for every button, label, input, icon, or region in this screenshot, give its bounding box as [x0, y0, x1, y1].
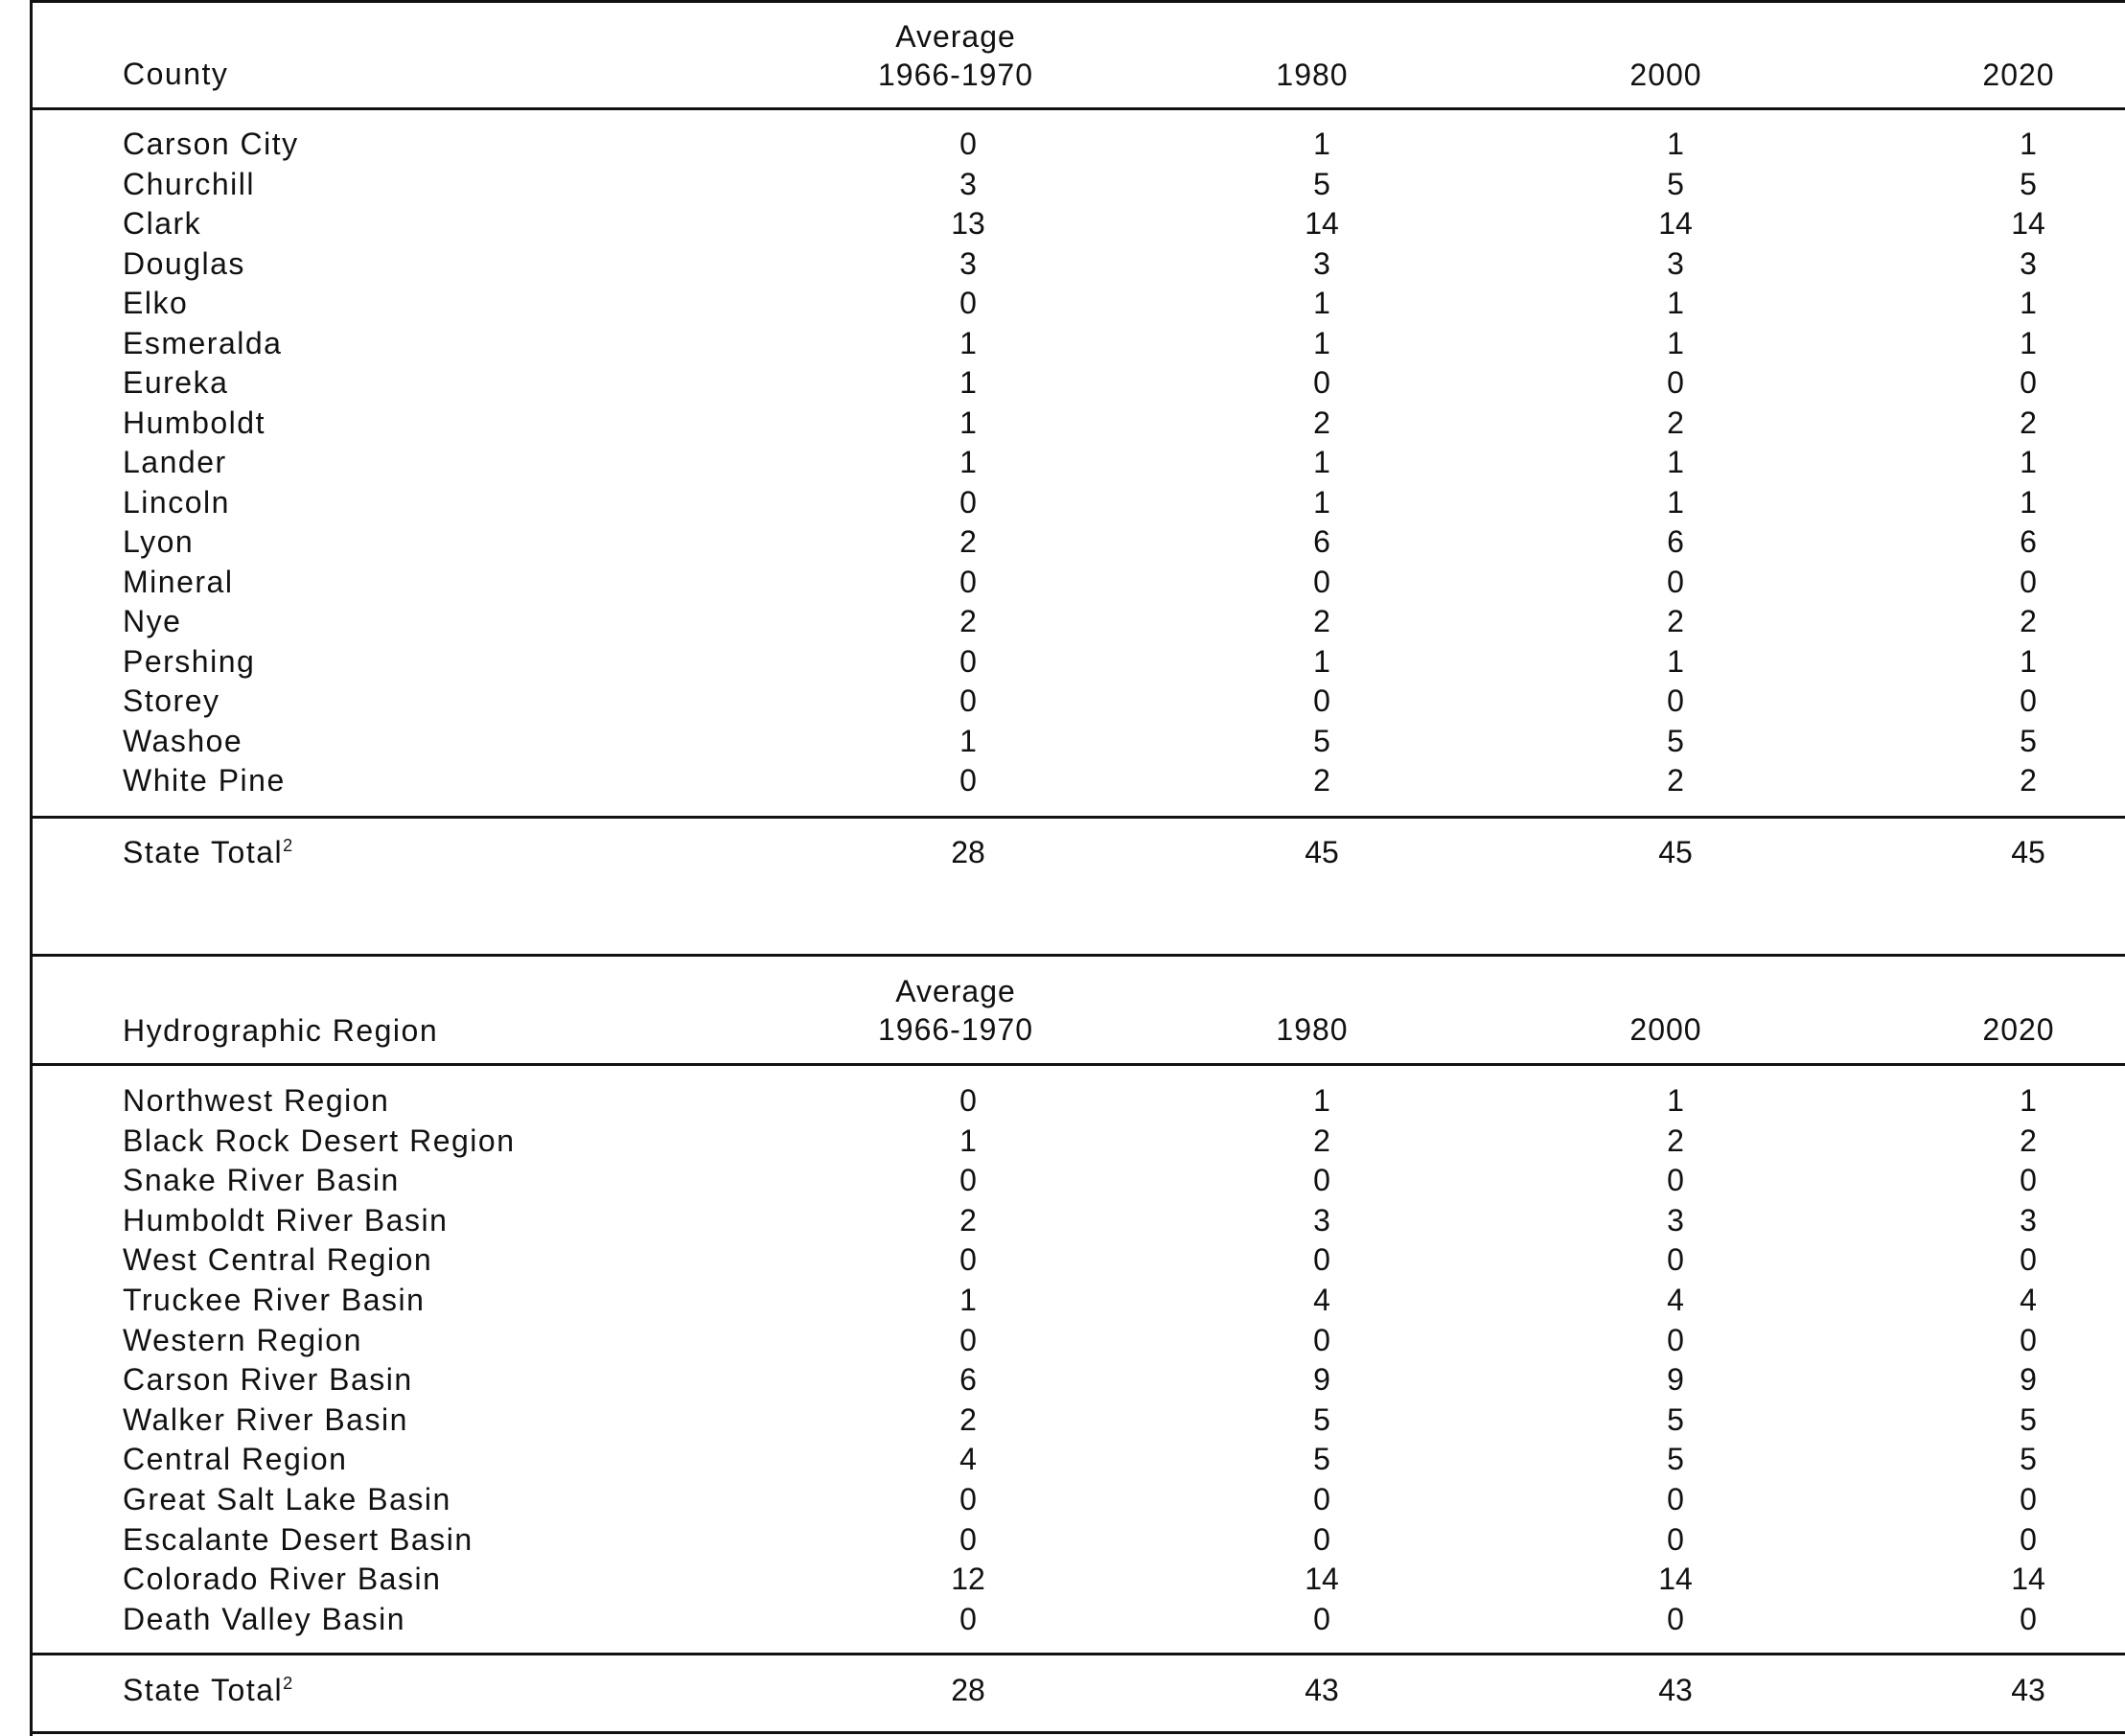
row-label: Great Salt Lake Basin	[123, 1482, 451, 1516]
county-row	[0, 485, 2125, 524]
value-1980: 2	[1313, 405, 1330, 440]
value-1980: 0	[1313, 1242, 1330, 1278]
row-label: Snake River Basin	[123, 1163, 400, 1198]
value-1980: 0	[1313, 683, 1330, 718]
value-2000: 0	[1667, 1521, 1684, 1557]
value-2000: 1	[1667, 286, 1684, 320]
value-2000: 0	[1667, 564, 1684, 599]
value-2020: 0	[2020, 564, 2037, 599]
value-average: 0	[959, 1482, 977, 1516]
value-1980: 3	[1313, 245, 1330, 281]
row-label: Mineral	[123, 564, 234, 599]
value-1980: 5	[1313, 1442, 1330, 1477]
state-total-text: State Total	[123, 835, 284, 869]
value-2000: 0	[1667, 1601, 1684, 1636]
county-row	[0, 524, 2125, 564]
county-row	[0, 724, 2125, 763]
row-label: Lyon	[123, 524, 195, 559]
county-row	[0, 286, 2125, 325]
value-2000: 1	[1667, 127, 1684, 161]
value-2000: 1	[1667, 325, 1684, 360]
row-label: Humboldt River Basin	[123, 1202, 449, 1238]
value-2000: 6	[1667, 524, 1684, 559]
county-row	[0, 365, 2125, 405]
value-1980: 2	[1313, 1123, 1330, 1158]
region-row	[0, 1323, 2125, 1362]
value-2020: 14	[2011, 206, 2045, 241]
region-row	[0, 1083, 2125, 1123]
value-2000: 2	[1667, 1123, 1684, 1158]
county-col-1980-header: 1980	[1276, 58, 1349, 92]
county-col-average-header	[831, 17, 1080, 94]
value-1980: 14	[1305, 206, 1339, 241]
footnote-marker: 2	[283, 1674, 294, 1693]
value-2000: 0	[1667, 683, 1684, 718]
value-1980: 14	[1305, 1562, 1339, 1597]
county-row	[0, 206, 2125, 245]
value-1980: 5	[1313, 166, 1330, 201]
state-total-text: State Total	[123, 1673, 284, 1707]
region-row	[0, 1242, 2125, 1282]
county-row	[0, 445, 2125, 484]
row-label: Clark	[123, 206, 202, 241]
value-2000: 3	[1667, 245, 1684, 281]
value-2000: 1	[1667, 643, 1684, 679]
county-row	[0, 127, 2125, 166]
region-row	[0, 1283, 2125, 1322]
county-table-top-rule	[30, 0, 2125, 3]
total-2020: 43	[2011, 1673, 2045, 1707]
row-label: Eureka	[123, 365, 229, 400]
value-2000: 1	[1667, 1083, 1684, 1118]
value-1980: 4	[1313, 1283, 1330, 1317]
value-average: 0	[959, 1242, 977, 1278]
row-label: Humboldt	[123, 405, 266, 440]
value-2000: 14	[1658, 1562, 1693, 1597]
value-1980: 0	[1313, 1521, 1330, 1557]
value-2020: 5	[2020, 1401, 2037, 1437]
value-2020: 2	[2020, 604, 2037, 638]
region-row	[0, 1482, 2125, 1521]
value-average: 0	[959, 1322, 977, 1357]
region-row	[0, 1163, 2125, 1202]
value-average: 0	[959, 643, 977, 679]
value-2020: 0	[2020, 1322, 2037, 1357]
row-label: Colorado River Basin	[123, 1562, 442, 1597]
value-2000: 2	[1667, 763, 1684, 798]
value-1980: 3	[1313, 1202, 1330, 1238]
county-header-rule	[30, 107, 2125, 110]
value-2000: 0	[1667, 1163, 1684, 1198]
region-col-1980-header: 1980	[1276, 1012, 1349, 1047]
value-2020: 1	[2020, 286, 2037, 320]
region-row	[0, 1442, 2125, 1481]
value-1980: 1	[1313, 325, 1330, 360]
header-period-line: 1966-1970	[877, 1012, 1034, 1047]
value-2000: 9	[1667, 1362, 1684, 1398]
value-average: 1	[959, 325, 977, 360]
region-total-rule	[30, 1653, 2125, 1655]
region-row	[0, 1203, 2125, 1242]
row-label: Truckee River Basin	[123, 1283, 426, 1317]
value-1980: 0	[1313, 564, 1330, 599]
region-col-2000-header: 2000	[1629, 1012, 1702, 1047]
region-header-rule	[30, 1063, 2125, 1066]
value-average: 0	[959, 1521, 977, 1557]
value-2020: 1	[2020, 484, 2037, 520]
value-2020: 0	[2020, 1601, 2037, 1636]
value-2000: 0	[1667, 1242, 1684, 1278]
value-average: 0	[959, 286, 977, 320]
value-average: 1	[959, 1283, 977, 1317]
row-label: Walker River Basin	[123, 1401, 408, 1437]
row-label: Nye	[123, 604, 182, 638]
county-row	[0, 683, 2125, 723]
county-state-total-row	[0, 835, 2125, 874]
value-1980: 0	[1313, 365, 1330, 400]
row-label: Esmeralda	[123, 325, 283, 360]
value-2020: 1	[2020, 325, 2037, 360]
total-2020: 45	[2011, 835, 2045, 869]
value-average: 0	[959, 127, 977, 161]
value-average: 0	[959, 564, 977, 599]
value-2020: 5	[2020, 1442, 2037, 1477]
value-average: 0	[959, 484, 977, 520]
value-2020: 1	[2020, 445, 2037, 479]
value-2000: 1	[1667, 484, 1684, 520]
value-1980: 2	[1313, 763, 1330, 798]
row-label: Central Region	[123, 1442, 348, 1477]
row-label: Lincoln	[123, 484, 230, 520]
value-average: 0	[959, 1083, 977, 1118]
value-average: 13	[951, 206, 985, 241]
value-2020: 2	[2020, 1123, 2037, 1158]
value-1980: 1	[1313, 1083, 1330, 1118]
footnote-marker: 2	[283, 836, 294, 855]
county-total-rule	[30, 816, 2125, 819]
value-2020: 0	[2020, 1521, 2037, 1557]
value-2020: 0	[2020, 365, 2037, 400]
value-1980: 1	[1313, 127, 1330, 161]
region-row	[0, 1522, 2125, 1562]
value-average: 1	[959, 365, 977, 400]
county-row	[0, 604, 2125, 643]
value-2020: 5	[2020, 723, 2037, 758]
county-row	[0, 644, 2125, 683]
value-2000: 14	[1658, 206, 1693, 241]
value-average: 1	[959, 723, 977, 758]
row-label: Storey	[123, 683, 220, 718]
county-row	[0, 565, 2125, 604]
row-label: Carson City	[123, 127, 299, 161]
region-row	[0, 1123, 2125, 1163]
total-1980: 45	[1305, 835, 1339, 869]
value-2020: 2	[2020, 763, 2037, 798]
value-1980: 5	[1313, 723, 1330, 758]
header-average-line: Average	[895, 974, 1016, 1008]
value-average: 1	[959, 405, 977, 440]
value-1980: 6	[1313, 524, 1330, 559]
header-period-line: 1966-1970	[877, 58, 1034, 92]
value-1980: 0	[1313, 1163, 1330, 1198]
value-average: 2	[959, 1401, 977, 1437]
total-average: 28	[951, 1673, 985, 1707]
county-col-2000-header: 2000	[1629, 58, 1702, 92]
county-column-header: County	[123, 57, 229, 91]
total-2000: 43	[1658, 1673, 1693, 1707]
value-2000: 5	[1667, 1442, 1684, 1477]
value-1980: 1	[1313, 643, 1330, 679]
value-1980: 9	[1313, 1362, 1330, 1398]
value-average: 0	[959, 1601, 977, 1636]
region-column-header: Hydrographic Region	[123, 1013, 439, 1048]
value-average: 0	[959, 763, 977, 798]
header-average-line: Average	[895, 19, 1016, 54]
value-average: 0	[959, 683, 977, 718]
row-label: Washoe	[123, 723, 243, 758]
value-2020: 1	[2020, 643, 2037, 679]
row-label: Elko	[123, 286, 189, 320]
value-2020: 3	[2020, 245, 2037, 281]
county-row	[0, 763, 2125, 802]
value-average: 3	[959, 166, 977, 201]
value-2000: 0	[1667, 365, 1684, 400]
value-2000: 0	[1667, 1482, 1684, 1516]
value-2020: 9	[2020, 1362, 2037, 1398]
value-average: 2	[959, 524, 977, 559]
county-row	[0, 326, 2125, 365]
value-2000: 4	[1667, 1283, 1684, 1317]
value-1980: 0	[1313, 1482, 1330, 1516]
value-average: 3	[959, 245, 977, 281]
value-average: 1	[959, 445, 977, 479]
county-row	[0, 405, 2125, 445]
value-2020: 2	[2020, 405, 2037, 440]
region-row	[0, 1602, 2125, 1641]
value-2020: 0	[2020, 1242, 2037, 1278]
row-label: Carson River Basin	[123, 1362, 413, 1398]
row-label: Lander	[123, 445, 227, 479]
value-2020: 0	[2020, 683, 2037, 718]
value-2000: 3	[1667, 1202, 1684, 1238]
row-label: White Pine	[123, 763, 286, 798]
region-row	[0, 1362, 2125, 1401]
total-2000: 45	[1658, 835, 1693, 869]
value-average: 2	[959, 604, 977, 638]
value-2000: 5	[1667, 723, 1684, 758]
region-table-top-rule	[30, 954, 2125, 957]
value-average: 12	[951, 1562, 985, 1597]
value-1980: 1	[1313, 484, 1330, 520]
value-2020: 0	[2020, 1163, 2037, 1198]
county-col-2020-header: 2020	[1982, 58, 2055, 92]
value-average: 4	[959, 1442, 977, 1477]
value-2020: 3	[2020, 1202, 2037, 1238]
row-label: Black Rock Desert Region	[123, 1123, 516, 1158]
value-2020: 4	[2020, 1283, 2037, 1317]
value-1980: 1	[1313, 445, 1330, 479]
value-2000: 0	[1667, 1322, 1684, 1357]
value-2020: 0	[2020, 1482, 2037, 1516]
value-2020: 14	[2011, 1562, 2045, 1597]
value-average: 6	[959, 1362, 977, 1398]
value-average: 2	[959, 1202, 977, 1238]
county-row	[0, 246, 2125, 286]
county-row	[0, 167, 2125, 206]
value-1980: 0	[1313, 1322, 1330, 1357]
value-1980: 0	[1313, 1601, 1330, 1636]
value-1980: 1	[1313, 286, 1330, 320]
row-label: Northwest Region	[123, 1083, 390, 1118]
row-label: Death Valley Basin	[123, 1601, 405, 1636]
row-label: West Central Region	[123, 1242, 433, 1278]
value-2000: 5	[1667, 166, 1684, 201]
row-label: Douglas	[123, 245, 245, 281]
state-total-label	[123, 835, 294, 870]
value-1980: 2	[1313, 604, 1330, 638]
row-label: Pershing	[123, 643, 256, 679]
value-2020: 6	[2020, 524, 2037, 559]
value-average: 1	[959, 1123, 977, 1158]
region-row	[0, 1562, 2125, 1601]
region-col-2020-header: 2020	[1982, 1012, 2055, 1047]
value-1980: 5	[1313, 1401, 1330, 1437]
total-average: 28	[951, 835, 985, 869]
value-2020: 5	[2020, 166, 2037, 201]
state-total-label	[123, 1673, 294, 1708]
row-label: Escalante Desert Basin	[123, 1521, 474, 1557]
region-state-total-row	[0, 1673, 2125, 1712]
bottom-rule	[30, 1731, 2125, 1734]
region-col-average-header	[831, 972, 1080, 1049]
value-2000: 2	[1667, 405, 1684, 440]
row-label: Western Region	[123, 1322, 362, 1357]
value-2000: 5	[1667, 1401, 1684, 1437]
total-1980: 43	[1305, 1673, 1339, 1707]
value-2020: 1	[2020, 1083, 2037, 1118]
row-label: Churchill	[123, 166, 255, 201]
value-average: 0	[959, 1163, 977, 1198]
value-2000: 2	[1667, 604, 1684, 638]
value-2000: 1	[1667, 445, 1684, 479]
region-row	[0, 1402, 2125, 1442]
value-2020: 1	[2020, 127, 2037, 161]
